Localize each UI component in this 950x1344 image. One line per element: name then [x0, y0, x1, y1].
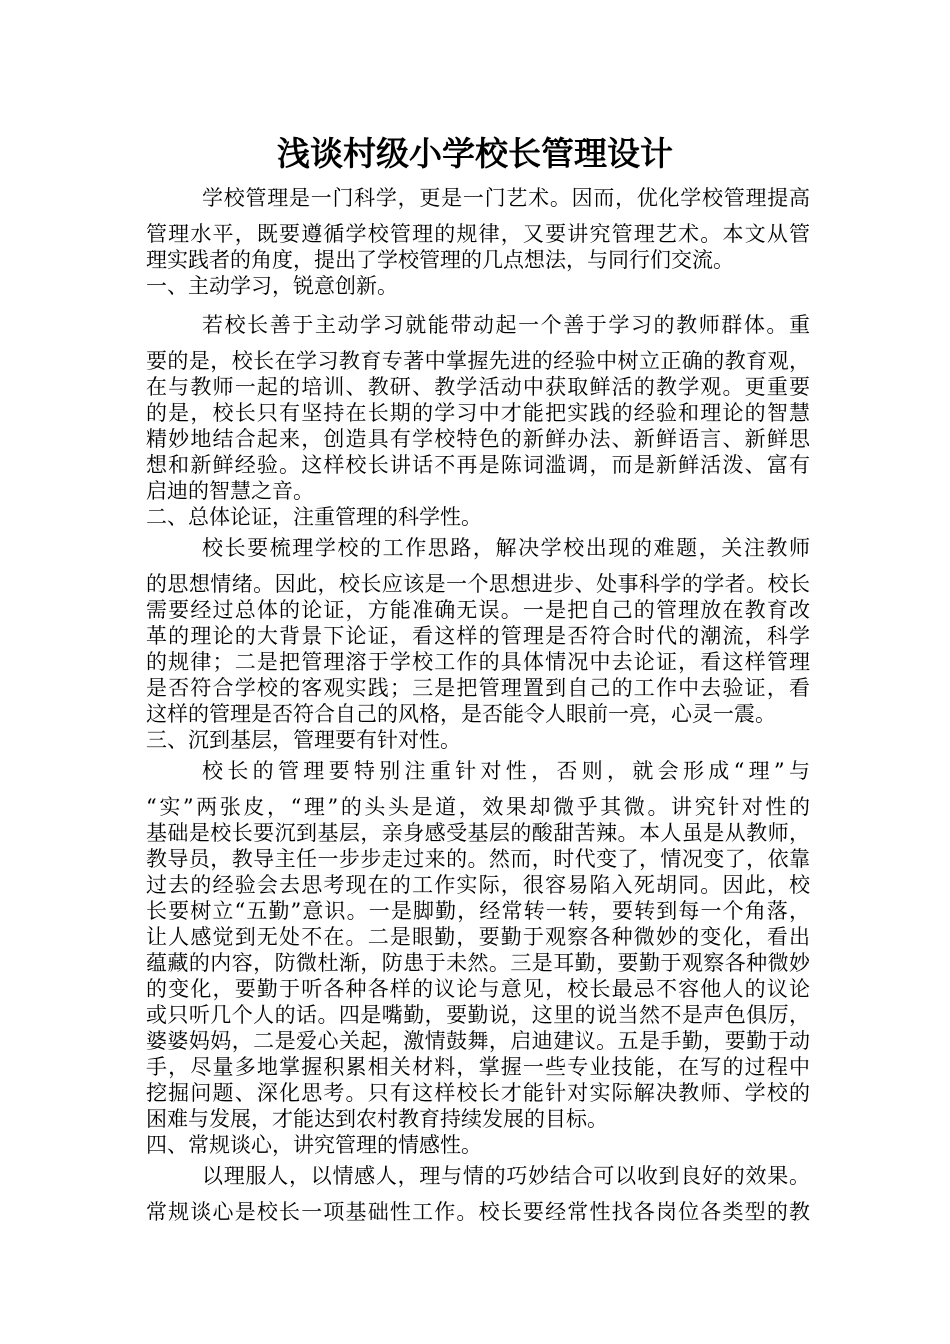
section-heading: 四、常规谈心，讲究管理的情感性。	[146, 1133, 482, 1157]
paragraph-line: 校长要梳理学校的工作思路，解决学校出现的难题，关注教师	[202, 536, 810, 560]
paragraph-line: 常规谈心是校长一项基础性工作。校长要经常性找各岗位各类型的教	[146, 1200, 810, 1224]
paragraph-line: 的是，校长只有坚持在长期的学习中才能把实践的经验和理论的智慧	[146, 401, 810, 425]
paragraph-line: 精妙地结合起来，创造具有学校特色的新鲜办法、新鲜语言、新鲜思	[146, 427, 810, 451]
paragraph-line: 需要经过总体的论证，方能准确无误。一是把自己的管理放在教育改	[146, 598, 810, 622]
paragraph-line: 蕴藏的内容，防微杜渐，防患于未然。三是耳勤，要勤于观察各种微妙	[146, 951, 810, 975]
paragraph-line: 要的是，校长在学习教育专著中掌握先进的经验中树立正确的教育观，	[146, 349, 810, 373]
paragraph-line: 革的理论的大背景下论证，看这样的管理是否符合时代的潮流，科学	[146, 624, 810, 648]
paragraph-line: 教导员，教导主任一步步走过来的。然而，时代变了，情况变了，依靠	[146, 847, 810, 871]
paragraph-line: 理实践者的角度，提出了学校管理的几点想法，与同行们交流。	[146, 248, 734, 272]
paragraph-line: 挖掘问题、深化思考。只有这样校长才能针对实际解决教师、学校的	[146, 1081, 810, 1105]
paragraph-line: 想和新鲜经验。这样校长讲话不再是陈词滥调，而是新鲜活泼、富有	[146, 453, 810, 477]
paragraph-line: 在与教师一起的培训、教研、教学活动中获取鲜活的教学观。更重要	[146, 375, 810, 399]
paragraph-line: 学校管理是一门科学，更是一门艺术。因而，优化学校管理提高	[202, 186, 810, 210]
section-4-paragraph	[146, 1163, 810, 1225]
paragraph-line: 是否符合学校的客观实践；三是把管理置到自己的工作中去验证，看	[146, 676, 810, 700]
section-2-paragraph	[146, 535, 810, 753]
paragraph-line: 或只听几个人的话。四是嘴勤，要勤说，这里的说当然不是声色俱厉，	[146, 1003, 810, 1027]
paragraph-line: 手，尽量多地掌握积累相关材料，掌握一些专业技能，在写的过程中	[146, 1055, 810, 1079]
paragraph-line: 校长的管理要特别注重针对性，否则，就会形成“理”与	[202, 759, 810, 783]
paragraph-line: 基础是校长要沉到基层，亲身感受基层的酸甜苦辣。本人虽是从教师，	[146, 821, 810, 845]
paragraph-line: 长要树立“五勤”意识。一是脚勤，经常转一转，要转到每一个角落，	[146, 899, 810, 923]
intro-paragraph	[146, 185, 810, 299]
paragraph-line: 以理服人，以情感人，理与情的巧妙结合可以收到良好的效果。	[202, 1164, 810, 1188]
document-title: 浅谈村级小学校长管理设计	[277, 134, 673, 173]
section-3-paragraph	[146, 758, 810, 1158]
paragraph-line: 过去的经验会去思考现在的工作实际，很容易陷入死胡同。因此，校	[146, 873, 810, 897]
section-heading: 二、总体论证，注重管理的科学性。	[146, 505, 482, 529]
paragraph-line: 的规律；二是把管理溶于学校工作的具体情况中去论证，看这样管理	[146, 650, 810, 674]
section-heading: 三、沉到基层，管理要有针对性。	[146, 728, 461, 752]
paragraph-line: 婆婆妈妈，二是爱心关起，激情鼓舞，启迪建议。五是手勤，要勤于动	[146, 1029, 810, 1053]
paragraph-line: 的思想情绪。因此，校长应该是一个思想进步、处事科学的学者。校长	[146, 572, 810, 596]
paragraph-line: 若校长善于主动学习就能带动起一个善于学习的教师群体。重	[202, 313, 810, 337]
section-1-paragraph	[146, 312, 810, 530]
paragraph-line: 这样的管理是否符合自己的风格，是否能令人眼前一亮，心灵一震。	[146, 702, 776, 726]
paragraph-line: “实”两张皮，“理”的头头是道，效果却微乎其微。讲究针对性的	[146, 795, 810, 819]
section-heading: 一、主动学习，锐意创新。	[146, 274, 398, 298]
paragraph-line: 困难与发展，才能达到农村教育持续发展的目标。	[146, 1107, 608, 1131]
paragraph-line: 的变化，要勤于听各种各样的议论与意见，校长最忌不容他人的议论	[146, 977, 810, 1001]
paragraph-line: 管理水平，既要遵循学校管理的规律，又要讲究管理艺术。本文从管	[146, 222, 810, 246]
paragraph-line: 启迪的智慧之音。	[146, 479, 314, 503]
paragraph-line: 让人感觉到无处不在。二是眼勤，要勤于观察各种微妙的变化，看出	[146, 925, 810, 949]
